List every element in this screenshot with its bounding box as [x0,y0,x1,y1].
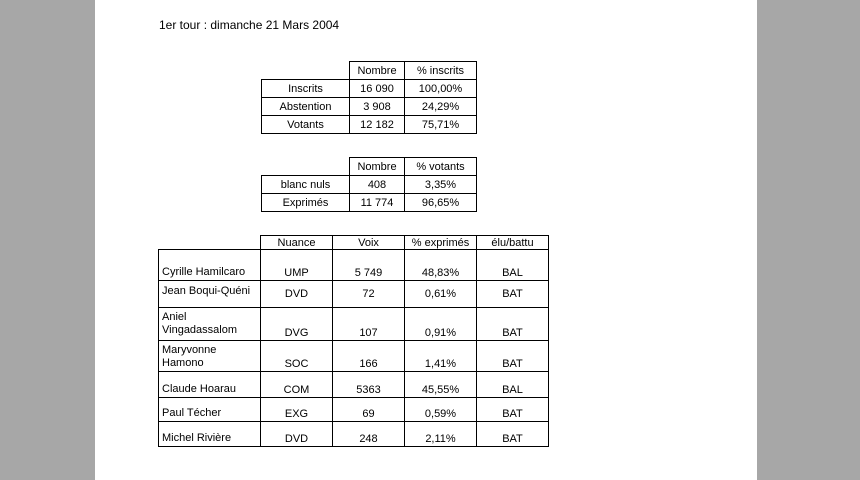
cell-nuance: DVD [261,281,333,308]
cell-result: BAL [477,372,549,398]
cell-nombre: 12 182 [350,116,405,134]
cell-pct: 3,35% [405,176,477,194]
cell-pct: 0,59% [405,398,477,422]
cell-voix: 5 749 [333,250,405,281]
cell-pct: 0,91% [405,308,477,341]
table-row [159,250,549,281]
cell-nombre: 16 090 [350,80,405,98]
table-row [262,98,477,116]
cell-nuance: DVG [261,308,333,341]
cell-voix: 248 [333,422,405,447]
table-header-row [262,158,477,176]
candidate-name: Jean Boqui-Quéni [159,281,261,308]
table-row [262,116,477,134]
candidate-name: Paul Técher [159,398,261,422]
column-header: Nombre [350,62,405,80]
cell-nombre: 3 908 [350,98,405,116]
cell-result: BAL [477,250,549,281]
table-row [159,422,549,447]
column-header: % inscrits [405,62,477,80]
column-header: Nuance [261,236,333,250]
cell-pct: 1,41% [405,341,477,372]
cell-pct: 2,11% [405,422,477,447]
candidate-name: Aniel Vingadassalom [159,308,261,341]
cell-nuance: EXG [261,398,333,422]
cell-result: BAT [477,341,549,372]
table-row [159,341,549,372]
table-row [159,398,549,422]
cell-nuance: UMP [261,250,333,281]
column-header: Nombre [350,158,405,176]
row-label: Votants [262,116,350,134]
cell-voix: 69 [333,398,405,422]
candidate-name: Michel Rivière [159,422,261,447]
table-row [159,372,549,398]
cell-pct: 0,61% [405,281,477,308]
table-row [262,80,477,98]
cell-voix: 5363 [333,372,405,398]
cell-result: BAT [477,281,549,308]
candidates-table [158,235,549,447]
row-label: Abstention [262,98,350,116]
cell-nombre: 11 774 [350,194,405,212]
candidate-name: Maryvonne Hamono [159,341,261,372]
cell-result: BAT [477,422,549,447]
cell-nombre: 408 [350,176,405,194]
cell-pct: 24,29% [405,98,477,116]
table-row [262,176,477,194]
cell-pct: 75,71% [405,116,477,134]
cell-voix: 72 [333,281,405,308]
cell-nuance: COM [261,372,333,398]
column-header: Voix [333,236,405,250]
cell-pct: 48,83% [405,250,477,281]
page-title: 1er tour : dimanche 21 Mars 2004 [159,18,340,32]
cell-nuance: DVD [261,422,333,447]
table-row [159,308,549,341]
table-row [262,194,477,212]
cell-pct: 100,00% [405,80,477,98]
row-label: Inscrits [262,80,350,98]
votants-table [261,157,477,212]
row-label: Exprimés [262,194,350,212]
cell-result: BAT [477,398,549,422]
row-label: blanc nuls [262,176,350,194]
cell-voix: 107 [333,308,405,341]
column-header: % votants [405,158,477,176]
table-header-row [262,62,477,80]
column-header: élu/battu [477,236,549,250]
cell-pct: 96,65% [405,194,477,212]
candidate-name: Cyrille Hamilcaro [159,250,261,281]
column-header: % exprimés [405,236,477,250]
table-row [159,281,549,308]
table-header-row [159,236,549,250]
cell-nuance: SOC [261,341,333,372]
candidate-name: Claude Hoarau [159,372,261,398]
inscrits-table [261,61,477,134]
cell-voix: 166 [333,341,405,372]
document-page [95,0,757,480]
cell-pct: 45,55% [405,372,477,398]
cell-result: BAT [477,308,549,341]
